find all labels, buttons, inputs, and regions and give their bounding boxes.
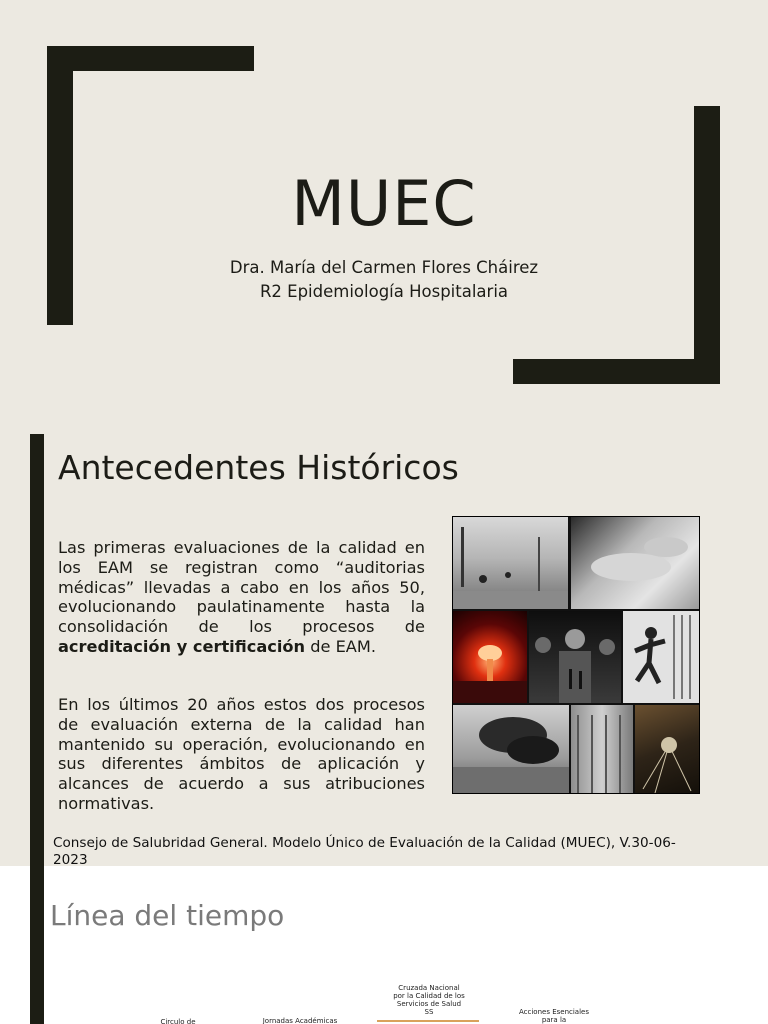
history-slide <box>0 420 768 866</box>
timeline-label-acciones: Acciones Esenciales para la <box>519 1008 589 1024</box>
photo-dancer <box>623 611 699 703</box>
photo-satellite <box>635 705 699 793</box>
frame-bottom-right-vertical <box>694 106 720 384</box>
timeline-label-circulo: Circulo de <box>160 1018 196 1024</box>
photo-nuclear-explosion <box>453 611 527 703</box>
reference-citation: Consejo de Salubridad General. Modelo Único de Evaluación de la Calidad (MUEC), V.30-06-2023 <box>53 835 676 866</box>
frame-bottom-right-horizontal <box>513 359 720 384</box>
photo-street-scene <box>453 517 568 609</box>
paragraph-1-end: de EAM. <box>305 636 376 656</box>
author-role: R2 Epidemiología Hospitalaria <box>259 282 509 301</box>
section-heading: Antecedentes Históricos <box>58 448 459 487</box>
timeline-label-cruzada: Cruzada Nacional por la Calidad de los Servicios de Salud SS <box>393 984 465 1016</box>
timeline-heading: Línea del tiempo <box>50 899 285 932</box>
paragraph-1-bold: acreditación y certificación <box>58 636 306 656</box>
timeline-slide <box>0 866 768 1024</box>
photo-stadium <box>571 705 633 793</box>
slide-title: MUEC <box>291 167 477 240</box>
historical-photo-collage <box>452 516 700 794</box>
timeline-label-jornadas: Jornadas Académicas <box>262 1017 338 1024</box>
photo-hands <box>571 517 699 609</box>
paragraph-1-text: Las primeras evaluaciones de la calidad en los EAM se registran como “auditorias médicas” llevadas a cabo en los años 50, evolucionando paulatinamente hasta la consolidación de los procesos de <box>58 538 425 637</box>
left-accent-bar <box>30 434 44 866</box>
paragraph-1 <box>58 538 425 657</box>
paragraph-2: En los últimos 20 años estos dos procesos de evaluación externa de la calidad han mantenido su operación, evolucionando en sus diferentes ámbitos de aplicación y alcances de acuerdo a sus atribuciones normativas. <box>58 695 425 813</box>
timeline-connector <box>377 1020 479 1022</box>
left-accent-bar <box>30 866 44 1024</box>
photo-smoke-harbor <box>453 705 569 793</box>
title-slide <box>0 0 768 420</box>
photo-crowd-speech <box>529 611 621 703</box>
author-name: Dra. María del Carmen Flores Cháirez <box>229 258 539 277</box>
frame-top-left-horizontal <box>47 46 254 71</box>
